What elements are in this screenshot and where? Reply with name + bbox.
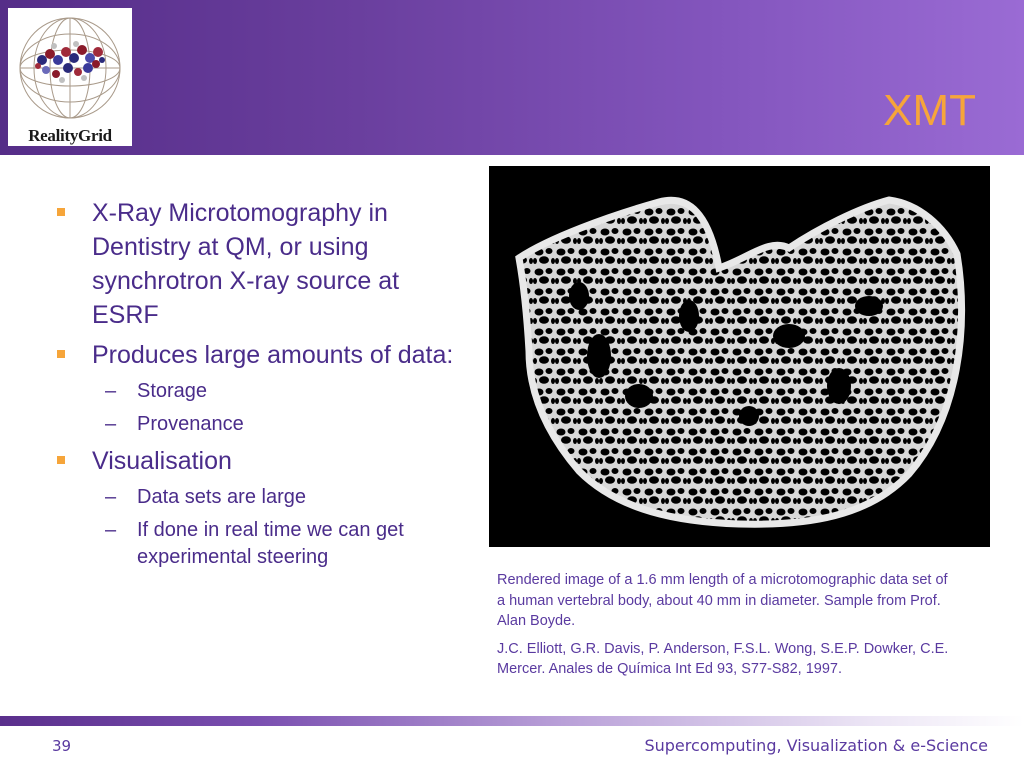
bullet-text: Produces large amounts of data: (92, 341, 454, 369)
bullet-item (55, 338, 465, 372)
sub-bullet-text: Data sets are large (137, 486, 306, 508)
sub-bullet-item (55, 484, 465, 511)
square-bullet-icon (57, 208, 65, 216)
sub-bullet-text: If done in real time we can get experimental steering (137, 519, 404, 568)
sub-bullet-item (55, 378, 465, 405)
square-bullet-icon (57, 456, 65, 464)
slide-number: 39 (52, 737, 72, 755)
dash-bullet-icon: – (105, 519, 117, 541)
bullet-item (55, 196, 465, 332)
sub-bullet-item (55, 517, 465, 571)
square-bullet-icon (57, 350, 65, 358)
dash-bullet-icon: – (105, 413, 117, 435)
dash-bullet-icon: – (105, 380, 117, 402)
bone-scan-icon (489, 166, 990, 547)
globe-icon (8, 8, 132, 126)
sub-bullet-text: Storage (137, 380, 208, 402)
bullet-text: Visualisation (92, 447, 232, 475)
logo-wordmark: RealityGrid (28, 126, 112, 145)
header-banner (0, 0, 1024, 155)
sub-bullet-text: Provenance (137, 413, 244, 435)
slide-title: XMT (883, 86, 976, 135)
bullet-item (55, 444, 465, 478)
bone-microtomography-image (489, 166, 990, 547)
bullet-list (55, 196, 465, 577)
bullet-text: X-Ray Microtomography in Dentistry at QM, or using synchrotron X-ray source at ESRF (92, 199, 400, 329)
realitygrid-logo (8, 8, 132, 146)
caption-reference: J.C. Elliott, G.R. Davis, P. Anderson, F.S.L. Wong, S.E.P. Dowker, C.E. Mercer. Anales de Química Int Ed 93, S77-S82, 1997. (497, 640, 949, 677)
footer-divider (0, 716, 1024, 726)
footer-title: Supercomputing, Visualization & e-Science (644, 736, 988, 755)
dash-bullet-icon: – (105, 486, 117, 508)
sub-bullet-item (55, 411, 465, 438)
image-caption (497, 570, 957, 687)
caption-description: Rendered image of a 1.6 mm length of a microtomographic data set of a human vertebral body, about 40 mm in diameter. Sample from Prof. Alan Boyde. (497, 572, 948, 629)
